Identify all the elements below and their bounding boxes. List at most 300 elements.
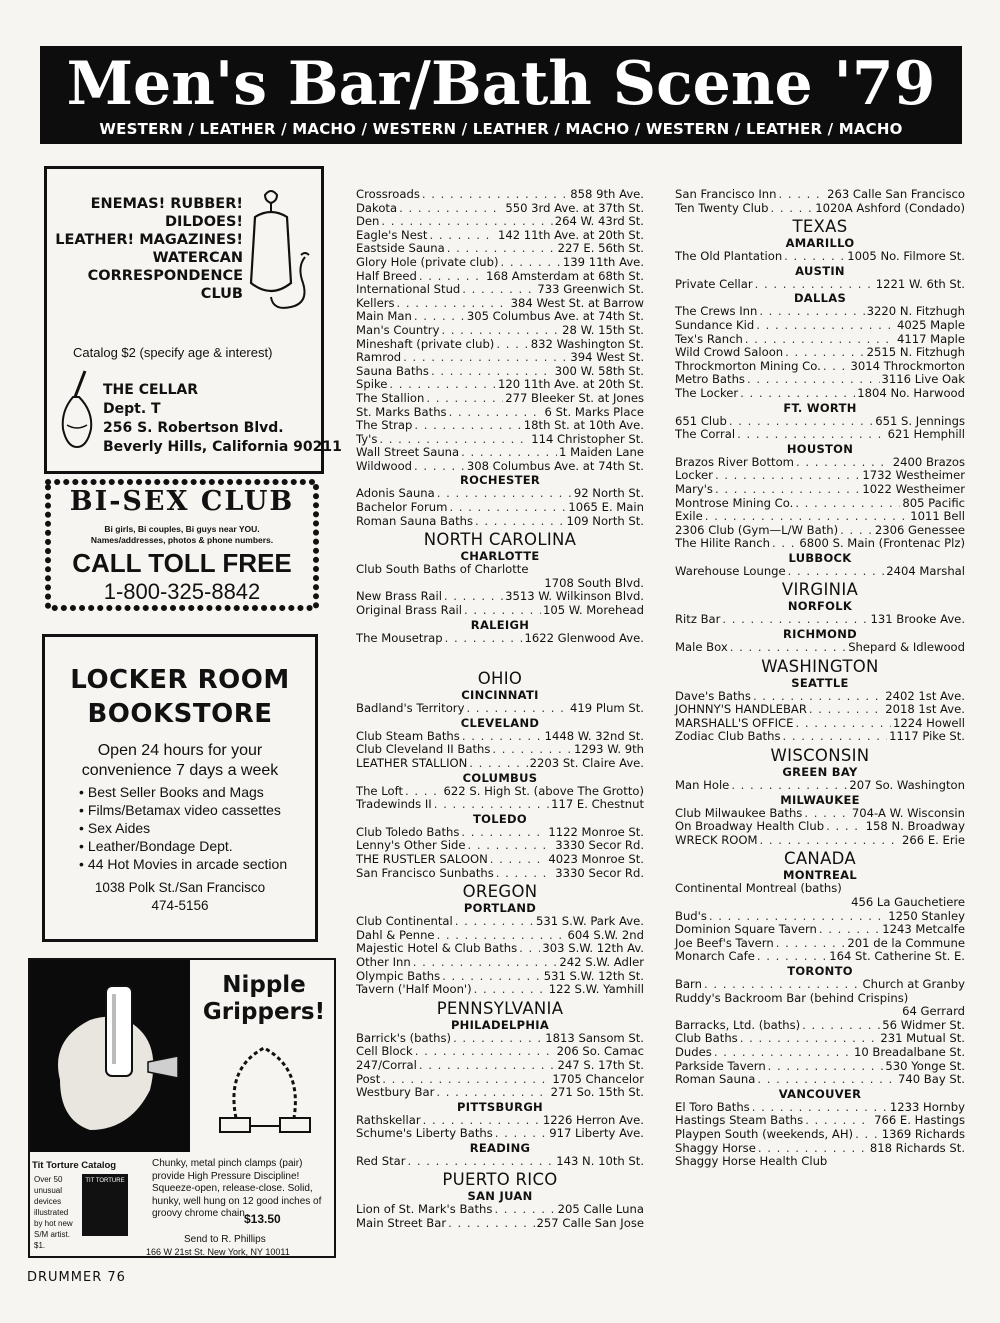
dot-leader [422,188,568,202]
venue-name: The Crews Inn [675,304,758,319]
dot-leader [772,537,797,551]
venue-address: 1448 W. 32nd St. [544,728,644,743]
list-item [675,896,965,910]
state-heading: WASHINGTON [761,656,879,676]
venue-address: 3014 Throckmorton [850,358,965,373]
city-heading: PITTSBURGH [457,1099,543,1114]
cellar-address-line: THE CELLAR [103,382,198,398]
dot-leader [389,378,496,392]
venue-address: 201 de la Commune [847,935,965,950]
list-item [356,798,644,812]
cellar-ad [44,166,342,474]
venue-address: 257 Calle San Jose [536,1216,644,1231]
venue-address: 3116 Live Oak [881,372,965,387]
dot-leader [495,1127,547,1141]
venue-address: 456 La Gauchetiere [851,895,965,909]
state-heading: WISCONSIN [770,746,870,766]
venue-name: Continental Montreal (baths) [675,881,842,896]
venue-name: Ritz Bar [675,612,721,627]
venue-name: Club Baths [675,1031,738,1046]
venue-name: Dahl & Penne [356,927,435,942]
venue-name: Barrick's (baths) [356,1030,452,1045]
venue-name: St. Marks Baths [356,404,447,419]
list-item [675,1142,965,1156]
venue-name: Mary's [675,481,713,496]
venue-name: International Stud [356,282,461,297]
dot-leader [745,333,895,347]
call-toll-free: CALL TOLL FREE [72,548,292,578]
list-item [675,923,965,937]
state-heading: PENNSYLVANIA [436,998,564,1018]
dot-leader [756,319,895,333]
list-item [356,324,644,338]
venue-name: Other Inn [356,954,411,969]
dot-leader [714,1046,852,1060]
list-item [356,310,644,324]
venue-address: 3513 W. Wilkinson Blvd. [505,589,644,604]
venue-name: Original Brass Rail [356,603,462,618]
venue-name: The Strap [356,418,413,433]
list-item [356,256,644,270]
bisex-club-title: BI-SEX CLUB [69,486,295,517]
city-heading: RALEIGH [470,617,530,632]
dot-leader [474,983,547,997]
venue-address: 1622 Glenwood Ave. [524,630,644,645]
venue-address: 2404 Marshal [886,563,965,578]
venue-name: Olympic Baths [356,968,441,983]
list-item [675,1128,965,1142]
dot-leader [448,1217,534,1231]
venue-address: 158 N. Broadway [865,819,965,834]
dot-leader [501,256,561,270]
city-heading: ROCHESTER [459,473,541,488]
dot-leader [709,910,886,924]
venue-address: 266 E. Erie [902,832,965,847]
venue-address: 1065 E. Main [568,500,644,515]
list-item [356,1217,644,1231]
catalog-description: Over 50 unusual devices illustrated by hot new S/M artist. $1. [34,1175,73,1250]
cellar-catalog-note: Catalog $2 (specify age & interest) [73,345,273,360]
venue-address: 4025 Maple [896,317,965,332]
city-heading: VANCOUVER [778,1086,862,1101]
venue-name: Exile [675,509,703,524]
venue-name: Wildwood [356,458,413,473]
venue-address: 6 St. Marks Place [544,404,644,419]
venue-name: The Old Plantation [675,249,783,264]
venue-name: Private Cellar [675,276,753,291]
venue-address: 231 Mutual St. [880,1031,965,1046]
dot-leader [414,460,465,474]
list-item [356,351,644,365]
dot-leader [455,915,534,929]
bisex-club-ad [44,478,320,612]
venue-address: 18th St. at 10th Ave. [523,418,644,433]
list-item [356,501,644,515]
dot-leader [397,297,509,311]
list-item [675,483,965,497]
dot-leader [437,487,572,501]
venue-name: Eagle's Nest [356,227,428,242]
locker-room-features [79,783,287,873]
dot-leader [475,515,564,529]
venue-address: 2400 Brazos [892,454,965,469]
city-heading: CINCINNATI [461,688,539,703]
list-item [675,1019,965,1033]
venue-address: 142 11th Ave. at 20th St. [497,227,644,242]
venue-name: Club Continental [356,914,453,929]
dot-leader [462,283,535,297]
venue-name: JOHNNY'S HANDLEBAR [675,702,807,717]
list-item [356,929,644,943]
venue-name: Ruddy's Backroom Bar (behind Crispins) [675,990,909,1005]
list-item [675,1032,965,1046]
dot-leader [855,1128,880,1142]
list-item [675,1073,965,1087]
list-item [356,515,644,529]
dot-leader [399,202,503,216]
venue-name: Shaggy Horse [675,1140,756,1155]
venue-name: Roman Sauna Baths [356,513,474,528]
dot-leader [381,215,552,229]
venue-name: Tradewinds II [356,797,432,812]
list-item [675,373,965,387]
venue-name: Spike [356,377,388,392]
dot-leader [752,1101,888,1115]
list-item [675,456,965,470]
list-item [356,188,644,202]
venue-address: 531 S.W. Park Ave. [535,914,644,929]
city-heading: GREEN BAY [782,765,858,780]
list-item [356,338,644,352]
list-item [356,460,644,474]
dot-leader [449,501,566,515]
venue-name: Metro Baths [675,372,745,387]
list-item [356,785,644,799]
list-item [356,757,644,771]
book-cover-label: TIT TORTURE [85,1178,125,1184]
venue-name: Club Toledo Baths [356,824,460,839]
city-heading: LUBBOCK [788,550,852,565]
venue-name: Tex's Ranch [675,331,743,346]
dot-leader [760,834,900,848]
list-item [356,1032,644,1046]
list-item [675,1046,965,1060]
venue-name: Mineshaft (private club) [356,336,495,351]
state-heading: OHIO [477,669,523,689]
dot-leader [442,970,542,984]
list-item [356,853,644,867]
venue-address: 271 So. 15th St. [550,1085,644,1100]
list-item [675,1155,965,1169]
list-item [356,433,644,447]
title-banner [40,46,962,144]
dot-leader [414,419,521,433]
venue-name: San Francisco Inn [675,187,777,201]
venue-address: 818 Richards St. [869,1140,965,1155]
dot-leader [805,1114,872,1128]
venue-name: Dominion Square Tavern [675,922,817,937]
list-item [356,983,644,997]
list-item [356,270,644,284]
venue-name: WRECK ROOM [675,832,758,847]
list-item [675,305,965,319]
list-item [675,641,965,655]
venue-name: Wild Crowd Saloon [675,345,784,360]
dot-leader [382,1073,550,1087]
venue-name: Warehouse Lounge [675,563,786,578]
venue-name: Club South Baths of Charlotte [356,562,529,577]
venue-address: 622 S. High St. (above The Grotto) [443,783,644,798]
dot-leader [809,703,883,717]
list-item [675,250,965,264]
venue-address: 122 S.W. Yamhill [548,982,644,997]
city-heading: READING [469,1140,531,1155]
dot-leader [419,1059,556,1073]
venue-address: 2018 1st Ave. [885,702,965,717]
venue-address: 740 Bay St. [897,1072,965,1087]
venue-address: 10 Breadalbane St. [853,1044,965,1059]
venue-name: Ty's [356,431,378,446]
venue-address: 6800 S. Main (Frontenac Plz) [799,536,965,551]
venue-address: 308 Columbus Ave. at 74th St. [466,458,644,473]
list-item [675,910,965,924]
dot-leader [776,937,846,951]
venue-address: 227 E. 56th St. [557,241,644,256]
venue-name: Red Star [356,1153,406,1168]
dot-leader [496,867,554,881]
list-item [675,360,965,374]
venue-address: 1813 Sansom St. [545,1030,644,1045]
locker-room-ad [42,634,318,942]
dot-leader [826,820,864,834]
venue-name: 651 Club [675,413,727,428]
venue-name: Club Milwaukee Baths [675,805,803,820]
list-item [356,1155,644,1169]
list-item [675,1005,965,1019]
product-description: Chunky, metal pinch clamps (pair) provide High Pressure Discipline! Squeeze-open, release-close. Solid, hunky, well hung on 12 good inches of groovy chrome chain [152,1158,322,1219]
venue-address: 139 11th Ave. [562,254,644,269]
venue-name: The Mousetrap [356,630,443,645]
venue-name: El Toro Baths [675,1099,750,1114]
dot-leader [423,1114,541,1128]
venue-name: Half Breed [356,268,417,283]
hand-icon [30,960,190,1152]
venue-name: San Francisco Sunbaths [356,865,494,880]
venue-address: 1020A Ashford (Condado) [815,200,965,215]
venue-name: Kellers [356,295,395,310]
locker-room-hours: Open 24 hours for your [97,742,263,759]
venue-name: Adonis Sauna [356,486,435,501]
venue-address: 206 So. Camac [556,1044,644,1059]
venue-address: 1732 Westheimer [862,468,965,483]
venue-address: 733 Greenwich St. [537,282,644,297]
venue-address: 2306 Genessee [874,522,965,537]
venue-address: 1369 Richards [881,1126,965,1141]
venue-address: 604 S.W. 2nd [567,927,644,942]
venue-address: 917 Liberty Ave. [549,1126,644,1141]
catalog-title: Tit Torture Catalog [32,1160,117,1171]
hand-illustration [30,960,190,1152]
venue-name: Westbury Bar [356,1085,435,1100]
venue-address: 131 Brooke Ave. [870,612,965,627]
state-heading: NORTH CAROLINA [423,530,577,550]
venue-address: Shepard & Idlewood [848,640,965,655]
venue-address: 143 N. 10th St. [556,1153,644,1168]
dot-leader [405,785,442,799]
dot-leader [413,956,558,970]
dot-leader [757,950,827,964]
venue-address: 205 Calle Luna [557,1202,644,1217]
list-item [356,590,644,604]
cellar-ad-line: WATERCAN [152,250,243,266]
list-item [675,779,965,793]
locker-room-address: 1038 Polk St./San Francisco [94,880,266,895]
venue-name: Wall Street Sauna [356,445,460,460]
list-item [356,297,644,311]
list-item [356,392,644,406]
cellar-ad-line: CORRESPONDENCE [87,268,243,284]
city-heading: SAN JUAN [467,1189,533,1204]
venue-name: The Loft [356,783,404,798]
venue-name: Dudes [675,1044,712,1059]
venue-name: Locker [675,468,713,483]
list-item [356,1127,644,1141]
locker-room-hours: convenience 7 days a week [81,762,279,779]
venue-name: Main Street Bar [356,1216,447,1231]
dot-leader [449,406,543,420]
locker-room-phone: 474-5156 [151,898,209,913]
venue-address: 3330 Secor Rd. [555,865,644,880]
venue-address: 109 North St. [566,513,644,528]
bisex-club-line: Bi girls, Bi couples, Bi guys near YOU. [104,524,260,534]
venue-name: Ten Twenty Club [675,200,769,215]
venue-name: Montrose Mining Co. [675,495,794,510]
venue-name: Tavern ('Half Moon') [356,982,472,997]
venue-name: Eastside Sauna [356,241,445,256]
cellar-ad-line: ENEMAS! RUBBER! [90,196,243,212]
dot-leader [464,604,541,618]
venue-address: 105 W. Morehead [542,603,644,618]
enema-bag-icon [243,187,313,317]
list-item [675,937,965,951]
venue-name: Monarch Cafe [675,949,755,964]
city-heading: DALLAS [793,291,847,306]
state-heading: PUERTO RICO [442,1170,558,1190]
list-item [675,730,965,744]
catalog-book-image [82,1174,128,1236]
list-item: • Sex Aides [79,819,287,837]
list-item [356,604,644,618]
city-heading: CLEVELAND [460,715,540,730]
list-item [356,970,644,984]
list-item [675,346,965,360]
venue-address: 242 S.W. Adler [559,954,644,969]
cellar-address-line: Dept. T [103,401,161,417]
dot-leader [804,807,850,821]
venue-address: 56 Widmer St. [882,1017,965,1032]
venue-address: 1226 Herron Ave. [542,1112,644,1127]
cellar-ad-line: LEATHER! MAGAZINES! [55,232,243,248]
dot-leader [419,270,484,284]
list-item [675,333,965,347]
dot-leader [444,590,503,604]
list-item [356,915,644,929]
dot-leader [462,730,543,744]
venue-name: The Hilite Ranch [675,536,770,551]
dot-leader [730,641,846,655]
city-heading: AMARILLO [785,236,855,251]
list-item [356,702,644,716]
city-heading: AUSTIN [795,263,845,278]
city-heading: PORTLAND [463,901,537,916]
list-item [675,469,965,483]
dot-leader [795,497,900,511]
venue-name: Main Man [356,309,412,324]
list-item [675,882,965,896]
dot-leader [747,373,880,387]
venue-address: 207 So. Washington [849,778,965,793]
dot-leader [788,565,885,579]
list-item [675,510,965,524]
dot-leader [768,1060,884,1074]
venue-address: 1122 Monroe St. [548,824,644,839]
dot-leader [759,305,864,319]
dot-leader [461,446,557,460]
venue-name: LEATHER STALLION [356,756,468,770]
venue-address: 3220 N. Fitzhugh [866,304,965,319]
dot-leader [740,387,855,401]
city-heading: PHILADELPHIA [450,1017,550,1032]
venue-name: Brazos River Bottom [675,454,794,469]
list-item [675,807,965,821]
dot-leader [802,1019,880,1033]
venue-name: Badland's Territory [356,701,465,716]
venue-name: Man Hole [675,778,730,793]
dot-leader [403,351,568,365]
venue-name: Lion of St. Mark's Baths [356,1202,493,1217]
venue-name: Throckmorton Mining Co. [675,358,821,373]
venue-address: 305 Columbus Ave. at 74th St. [466,309,644,324]
dot-leader [415,1045,555,1059]
dot-leader [490,853,547,867]
dot-leader [705,510,909,524]
list-item [356,242,644,256]
state-heading: OREGON [462,882,538,902]
dot-leader [461,826,546,840]
list-item [356,577,644,591]
dot-leader [429,229,496,243]
state-heading: CANADA [784,849,856,869]
send-address: 166 W 21st St. New York, NY 10011 [146,1247,290,1257]
dot-leader [469,757,527,771]
venue-address: 64 Gerrard [902,1004,965,1019]
venue-address: 651 S. Jennings [875,413,965,428]
city-heading: TORONTO [787,963,853,978]
dot-leader [494,1203,555,1217]
dot-leader [431,365,553,379]
venue-name: Barracks, Ltd. (baths) [675,1017,801,1032]
dot-leader [434,798,549,812]
venue-name: 2306 Club (Gym—L/W Bath) [675,522,839,537]
venue-address: 117 E. Chestnut [551,797,644,812]
venue-name: Dave's Baths [675,688,751,703]
venue-address: 247 S. 17th St. [557,1057,644,1072]
dot-leader [715,469,860,483]
dot-leader [492,743,572,757]
venue-name: MARSHALL'S OFFICE [675,715,794,730]
list-item [675,278,965,292]
dot-leader [519,942,540,956]
